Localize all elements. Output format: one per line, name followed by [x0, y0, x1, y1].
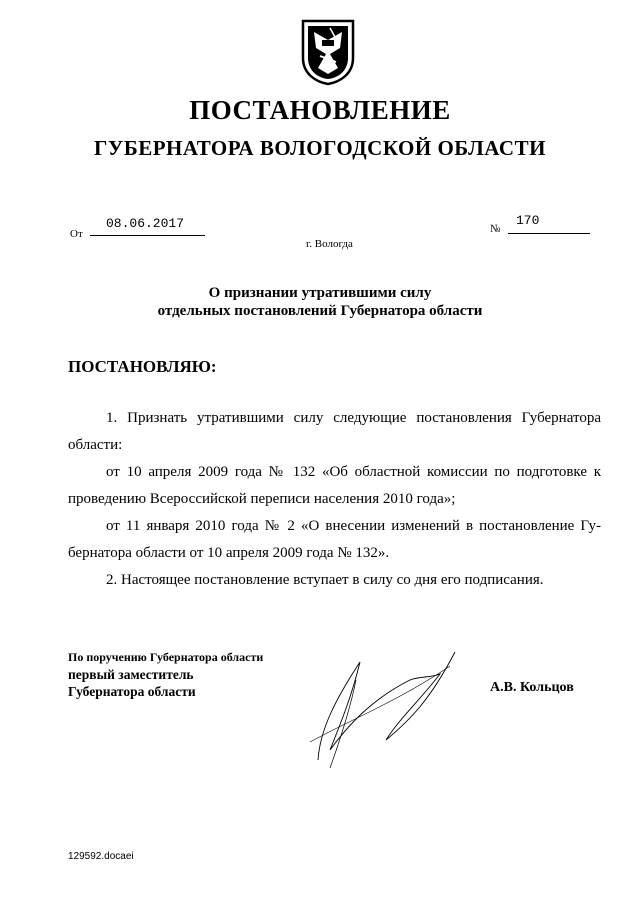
number-label: № — [490, 223, 501, 235]
city-label: г. Вологда — [306, 238, 353, 250]
signature-position: Губернатора области — [68, 684, 196, 699]
date-label: От — [70, 228, 83, 240]
file-name: 129592.docaei — [68, 851, 134, 862]
signatory-name: А.В. Кольцов — [490, 680, 574, 695]
document-title: ПОСТАНОВЛЕНИЕ — [189, 95, 451, 125]
document-subject — [0, 284, 640, 320]
body-line: 2. Настоящее постановление вступает в силу со дня его подписания. — [106, 572, 544, 588]
body-line: проведению Всероссийской переписи населения 2010 года»; — [68, 491, 456, 507]
body-line: от 10 апреля 2009 года № 132 «Об областной комиссии по подготовке к — [106, 464, 601, 480]
signature-authority: По поручению Губернатора области — [68, 650, 264, 664]
signature-position: первый заместитель — [68, 667, 194, 682]
number-underline — [508, 233, 590, 234]
body-line: бернатора области от 10 апреля 2009 года № 132». — [68, 545, 390, 561]
decree-heading: ПОСТАНОВЛЯЮ: — [68, 357, 217, 376]
subject-line: О признании утратившими силу — [208, 285, 432, 301]
handwritten-signature — [290, 640, 465, 775]
document-subtitle: ГУБЕРНАТОРА ВОЛОГОДСКОЙ ОБЛАСТИ — [94, 136, 546, 160]
document-date: 08.06.2017 — [106, 216, 185, 231]
document-number: 170 — [516, 213, 540, 228]
date-underline — [90, 235, 205, 236]
body-line: от 11 января 2010 года № 2 «О внесении изменений в постановление Гу- — [106, 518, 601, 534]
coat-of-arms-icon — [300, 18, 356, 86]
body-line: 1. Признать утратившими силу следующие постановления Губернатора — [106, 410, 601, 426]
subject-line: отдельных постановлений Губернатора области — [157, 303, 483, 319]
body-line: области: — [68, 437, 123, 453]
